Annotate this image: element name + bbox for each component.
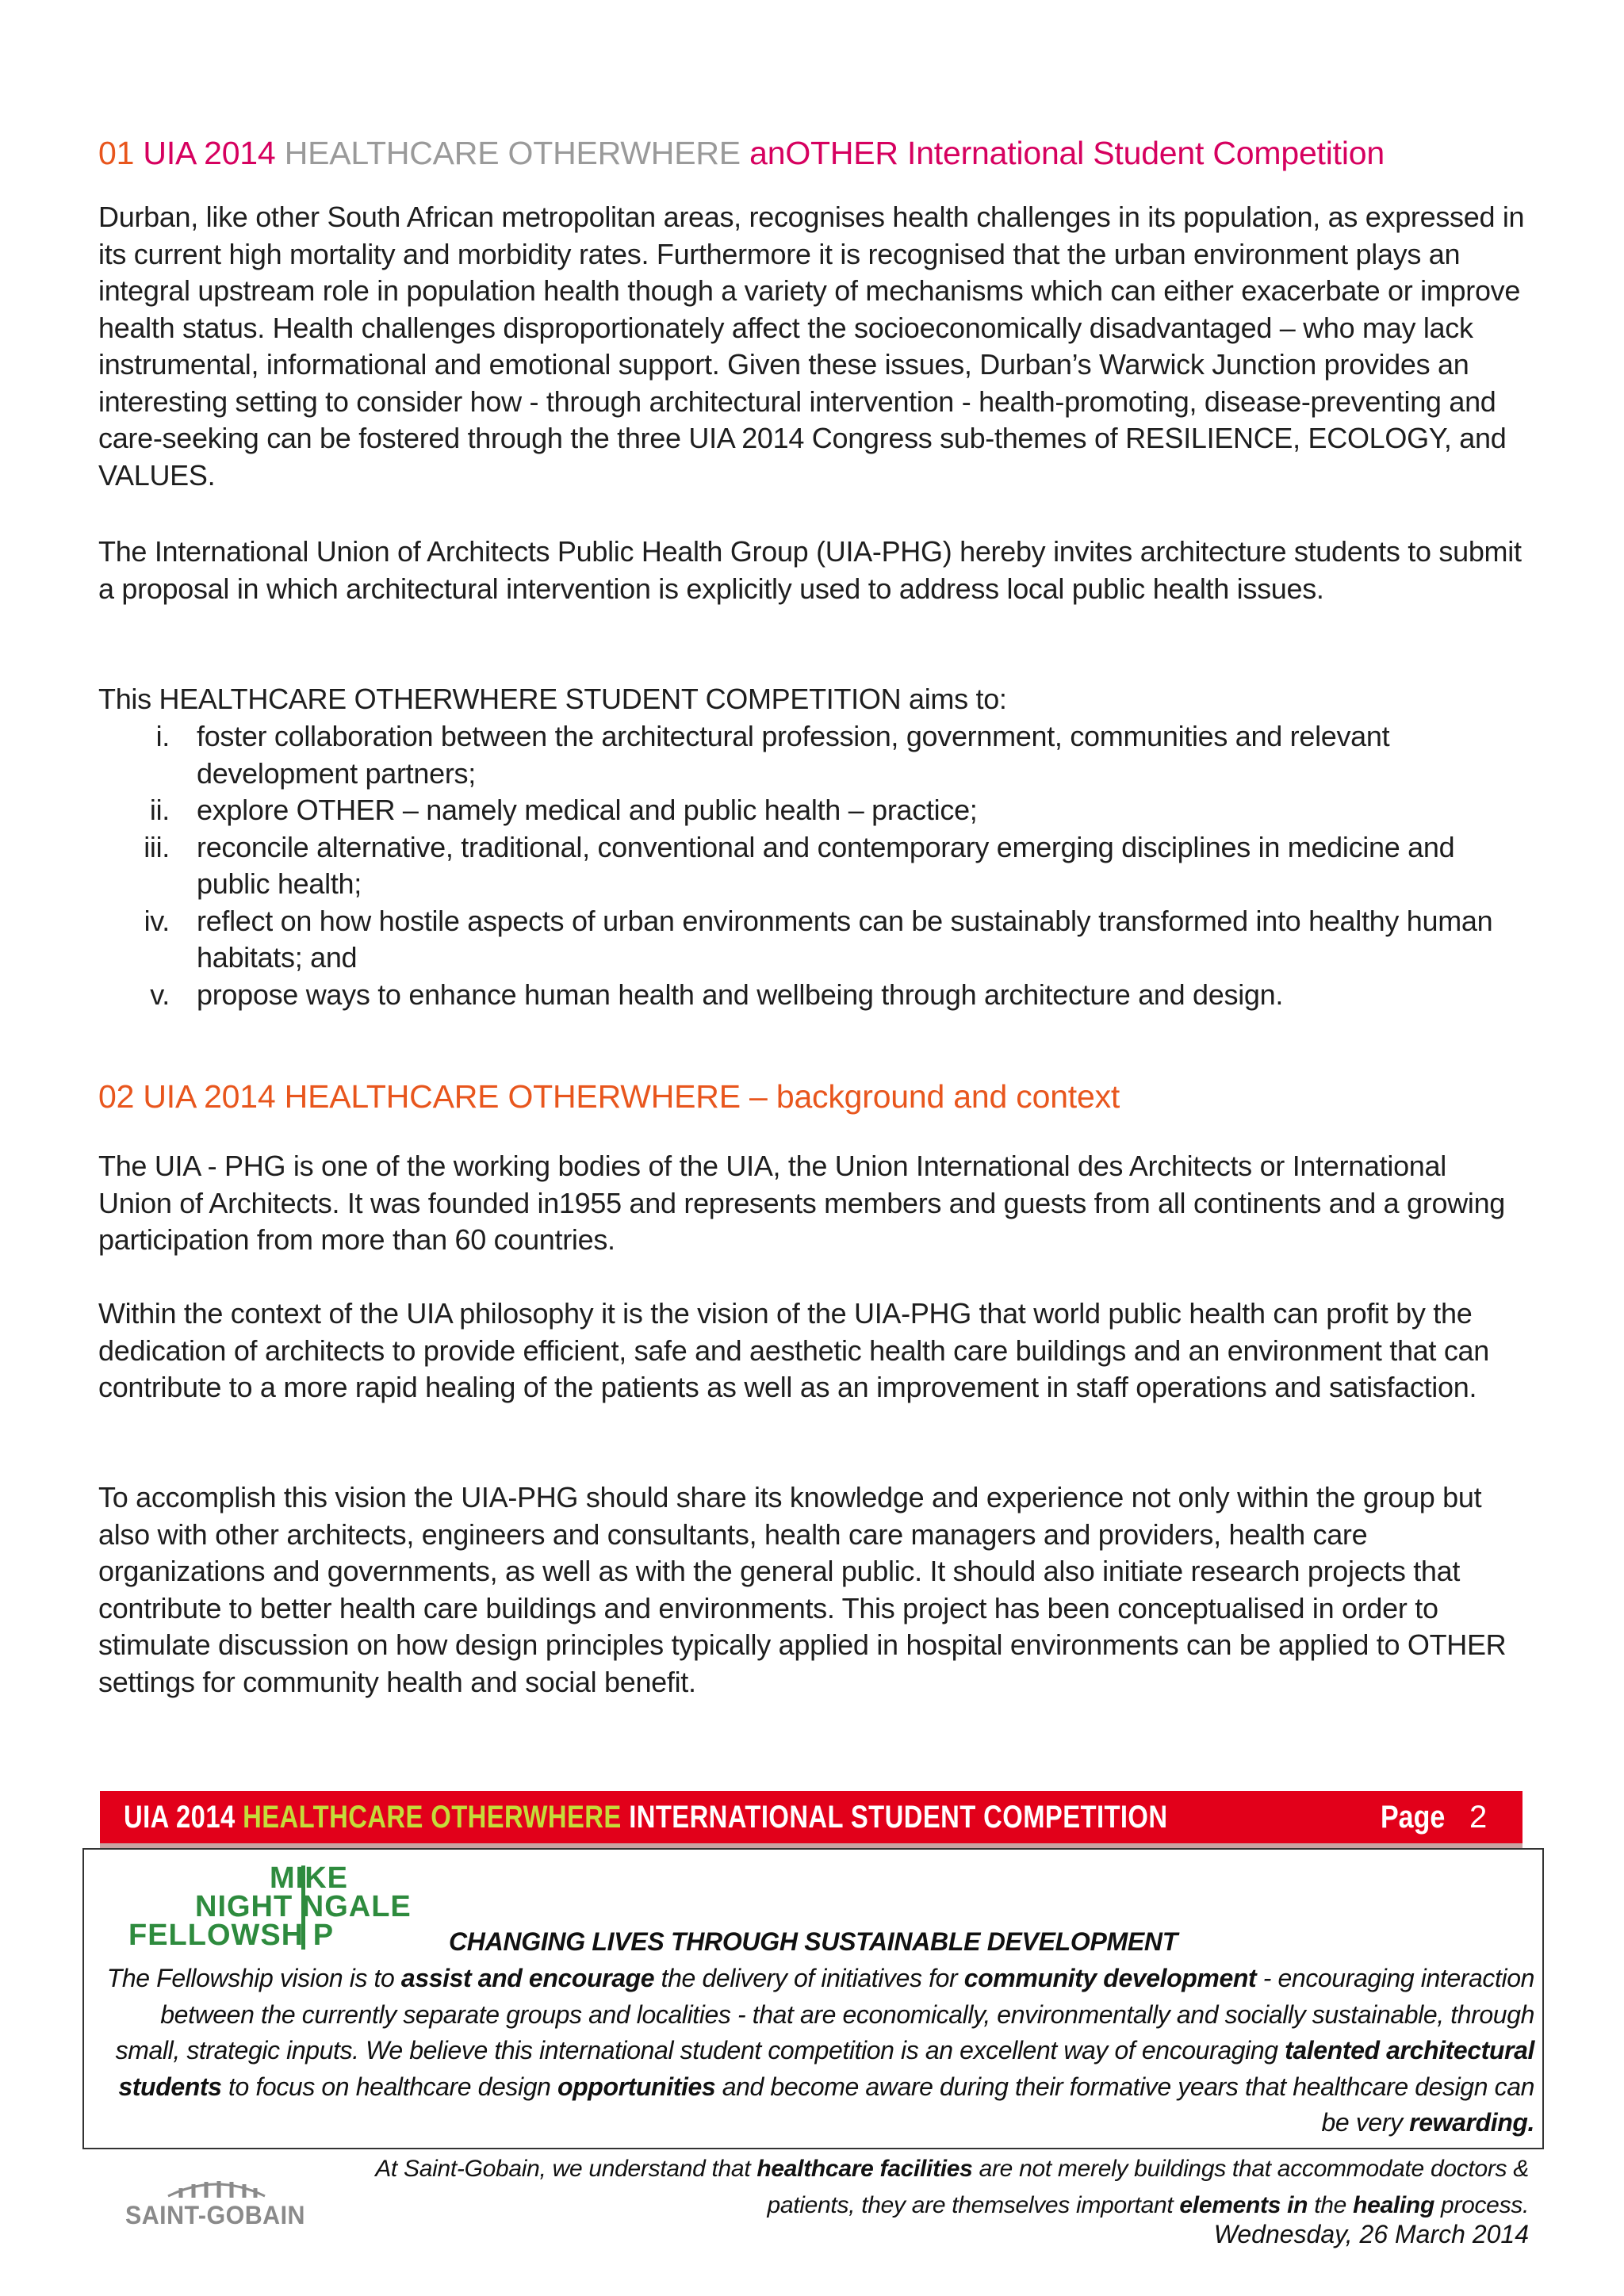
statement-text: process. xyxy=(1434,2192,1529,2218)
fellowship-title: CHANGING LIVES THROUGH SUSTAINABLE DEVELOPMENT xyxy=(449,1927,1178,1956)
section-2-paragraph-2: Within the context of the UIA philosophy it is the vision of the UIA-PHG that world public health can profit by the dedication of architects to provide efficient, safe and aesthetic health care buildings and an environment that can contribute to a more rapid healing of the patients as well as an improvement in staff operations and satisfaction. xyxy=(98,1297,1489,1403)
list-item-number: v. xyxy=(150,978,170,1011)
section-1-heading-uia: UIA 2014 xyxy=(143,135,276,171)
fellowship-box xyxy=(82,1848,1544,2149)
banner-title-competition: INTERNATIONAL STUDENT COMPETITION xyxy=(621,1799,1168,1835)
fellowship-body-emphasis: opportunities xyxy=(557,2072,716,2101)
list-item-text: explore OTHER – namely medical and public health – practice; xyxy=(197,794,978,826)
section-1-heading-competition: anOTHER International Student Competition xyxy=(749,135,1385,171)
list-item xyxy=(98,903,1526,977)
list-item xyxy=(98,829,1526,903)
document-date: Wednesday, 26 March 2014 xyxy=(1213,2220,1529,2248)
list-item-text: propose ways to enhance human health and wellbeing through architecture and design. xyxy=(197,978,1284,1011)
section-1-paragraph-2: The International Union of Architects Public Health Group (UIA-PHG) hereby invites architecture students to submit a proposal in which architectural intervention is explicitly used to address local public health issues. xyxy=(98,535,1522,605)
statement-emphasis: elements in xyxy=(1179,2192,1308,2218)
fellowship-body-text: - encouraging interaction between the currently separate groups and localities - that are economically, environmentally and socially sustainable, through small, strategic inputs. We believe this international student competition is an excellent way of encouraging xyxy=(115,1964,1534,2064)
page-number: 2 xyxy=(1469,1799,1488,1835)
fellowship-body xyxy=(100,1961,1534,2141)
list-item xyxy=(98,977,1526,1014)
section-1-number: 01 xyxy=(98,135,135,171)
logo-line-2: NIGHT NGALE xyxy=(195,1890,412,1923)
page-label: Page xyxy=(1381,1799,1446,1835)
list-item-number: i. xyxy=(155,720,170,752)
saint-gobain-statement xyxy=(339,2151,1529,2224)
saint-gobain-logo xyxy=(125,2177,316,2233)
section-2-heading: 02 UIA 2014 HEALTHCARE OTHERWHERE – background and context xyxy=(98,1078,1120,1115)
section-1-heading xyxy=(98,135,1385,172)
banner-title xyxy=(124,1800,1167,1835)
section-2-paragraph-1: The UIA - PHG is one of the working bodies of the UIA, the Union International des Architects or International Union of Architects. It was founded in1955 and represents members and guests from all continents and a growing participation from more than 60 countries. xyxy=(98,1150,1506,1256)
logo-line-3: FELLOWSH P xyxy=(128,1919,335,1952)
section-1-heading-healthcare: HEALTHCARE OTHERWHERE xyxy=(284,135,741,171)
fellowship-body-emphasis: rewarding xyxy=(1409,2108,1528,2137)
list-item-text: reconcile alternative, traditional, conventional and contemporary emerging disciplines in medicine and public health; xyxy=(197,830,1455,900)
fellowship-body-emphasis: talented architectural students xyxy=(118,2036,1534,2101)
fellowship-body-emphasis: assist and encourage xyxy=(400,1964,655,1992)
list-item-number: iii. xyxy=(144,830,170,863)
statement-text: At Saint-Gobain, we understand that xyxy=(375,2156,757,2182)
fellowship-body-emphasis: community development xyxy=(963,1964,1257,1992)
fellowship-body-text: to focus on healthcare design xyxy=(221,2072,558,2101)
saint-gobain-arch-icon xyxy=(165,2177,268,2198)
list-item-text: reflect on how hostile aspects of urban environments can be sustainably transformed into healthy human habitats; and xyxy=(197,904,1493,974)
statement-text: the xyxy=(1308,2192,1354,2218)
saint-gobain-wordmark: SAINT-GOBAIN xyxy=(125,2201,305,2229)
logo-line-1: MIKE xyxy=(270,1862,348,1895)
list-item xyxy=(98,792,1526,829)
section-2-paragraph-3: To accomplish this vision the UIA-PHG should share its knowledge and experience not only within the group but also with other architects, engineers and consultants, health care managers and providers, health care organizations and governments, as well as with the general public. It should also initiate research projects that contribute to better health care buildings and environments. This project has been conceptualised in order to stimulate discussion on how design principles typically applied in hospital environments can be applied to OTHER settings for community health and social benefit. xyxy=(98,1481,1507,1698)
list-item xyxy=(98,718,1526,792)
banner-title-uia: UIA 2014 xyxy=(124,1799,243,1835)
fellowship-body-text: the delivery of initiatives for xyxy=(654,1964,964,1992)
banner-title-healthcare: HEALTHCARE OTHERWHERE xyxy=(243,1799,622,1835)
section-1-paragraph-1: Durban, like other South African metropolitan areas, recognises health challenges in its population, as expressed in its current high mortality and morbidity rates. Furthermore it is recognised that the urban environment plays an integral upstream role in population health though a variety of mechanisms which can either exacerbate or improve health status. Health challenges disproportionately affect the socioeconomically disadvantaged – who may lack instrumental, informational and emotional support. Given these issues, Durban’s Warwick Junction provides an interesting setting to consider how - through architectural intervention - health-promoting, disease-preventing and care-seeking can be fostered through the three UIA 2014 Congress sub-themes of RESILIENCE, ECOLOGY, and VALUES. xyxy=(98,201,1525,492)
footer-banner xyxy=(100,1791,1522,1848)
statement-emphasis: healthcare facilities xyxy=(756,2156,973,2182)
fellowship-body-emphasis: . xyxy=(1527,2108,1534,2137)
statement-text: are not merely buildings that accommodate doctors & patients, they are themselves important xyxy=(767,2156,1529,2218)
statement-emphasis: healing xyxy=(1353,2192,1434,2218)
fellowship-body-text: and become aware during their formative years that healthcare design can be very xyxy=(715,2072,1534,2137)
list-item-text: foster collaboration between the architectural profession, government, communities and relevant development partners; xyxy=(197,720,1390,790)
fellowship-body-text: The Fellowship vision is to xyxy=(106,1964,401,1992)
aims-list xyxy=(98,718,1526,1013)
list-item-number: iv. xyxy=(144,904,170,937)
list-item-number: ii. xyxy=(149,794,170,826)
section-1-paragraph-3: This HEALTHCARE OTHERWHERE STUDENT COMPETITION aims to: xyxy=(98,683,1007,715)
